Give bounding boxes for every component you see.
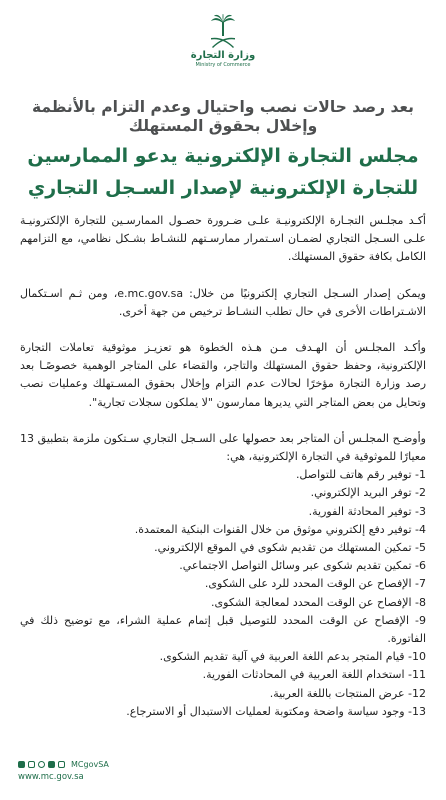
list-item: 13- وجود سياسة واضحة ومكتوبة لعمليات الاستبدال أو الاسترجاع. — [126, 704, 426, 718]
paragraph: ويمكن إصدار السـجل التجاري إلكترونيًا من خلال: e.mc.gov.sa، ومن ثـم اسـتكمال الاشـتراطات الأخرى في حال تطلب النشـاط ترخيص من جهة أخرى. — [20, 286, 426, 318]
instagram-icon[interactable] — [38, 761, 45, 768]
list-item: 3- توفير المحادثة الفورية. — [308, 504, 426, 518]
paragraph: وأكـد المجلـس أن الهـدف مـن هـذه الخطوة هو تعزيـز موثوقية تعاملات التجارة الإلكترونية، وحفظ حقوق المستهلك والتاجر، والقضاء على المتاجر الوهمية خصوصًـا بعد رصد وزارة التجارة مؤخرًا لحالات عدم التزام وإخلال بحقوق المسـتهلك وعمليات نصب وتحايل من بعض المتاجر التي يديرها ممارسون "لا يملكون سجلات تجارية". — [20, 341, 426, 409]
footer — [18, 760, 109, 782]
list-item: 9- الإفصاح عن الوقت المحدد للتوصيل قبل إتمام عملية الشراء، مع توضيح ذلك في الفاتورة. — [20, 613, 426, 646]
paragraph: وأوضـح المجلـس أن المتاجر بعد حصولها على السـجل التجاري سـتكون ملزمة بتطبيق 13 معيارًا للموثوقية في التجارة الإلكترونية، هي: — [20, 431, 426, 464]
article-body — [20, 212, 426, 721]
list-item: 10- قيام المتجر بدعم اللغة العربية في آلية تقديم الشكوى. — [159, 650, 426, 664]
youtube-icon[interactable] — [48, 761, 55, 768]
list-item: 6- تمكين تقديم شكوى عبر وسائل التواصل الاجتماعي. — [179, 559, 426, 573]
website-link[interactable]: www.mc.gov.sa — [18, 772, 84, 782]
subtitle: بعد رصد حالات نصب واحتيال وعدم التزام بالأنظمة وإخلال بحقوق المستهلك — [31, 98, 414, 135]
list-item: 7- الإفصاح عن الوقت المحدد للرد على الشكوى. — [204, 577, 426, 591]
twitter-icon[interactable] — [18, 761, 25, 768]
paragraph: أكـد مجلـس التجـارة الإلكترونيـة علـى ضـرورة حصـول الممارسـين للتجارة الإلكترونيـة علـى السـجل التجاري لضمـان اسـتمرار ممارسـتهم للنشـاط بشـكل نظامي، مع التزامهم الكامل بكافة حقوق المستهلك. — [20, 214, 426, 264]
list-item: 11- استخدام اللغة العربية في المحادثات الفورية. — [202, 668, 426, 682]
snapchat-icon[interactable] — [58, 761, 65, 768]
social-links — [18, 760, 109, 769]
logo-english-text: Ministry of Commerce — [195, 62, 251, 68]
list-item: 2- توفر البريد الإلكتروني. — [310, 486, 426, 500]
list-item: 8- الإفصاح عن الوقت المحدد لمعالجة الشكوى. — [211, 595, 426, 609]
list-item: 4- توفير دفع إلكتروني موثوق من خلال القنوات البنكية المعتمدة. — [134, 522, 426, 536]
list-item: 5- تمكين المستهلك من تقديم شكوى في الموقع الإلكتروني. — [154, 541, 426, 555]
ministry-logo — [0, 14, 446, 68]
list-item: 12- عرض المنتجات باللغة العربية. — [269, 686, 426, 700]
list-item: 1- توفير رقم هاتف للتواصل. — [295, 468, 426, 482]
criteria-list — [20, 466, 426, 721]
logo-arabic-text: وزارة التجارة — [190, 50, 256, 61]
page-title: مجلس التجارة الإلكترونية يدعو الممارسين للتجارة الإلكترونية لإصدار السـجل التجاري — [27, 145, 419, 199]
facebook-icon[interactable] — [28, 761, 35, 768]
palm-swords-emblem-icon — [208, 14, 238, 48]
social-handle[interactable]: MCgovSA — [71, 760, 109, 769]
